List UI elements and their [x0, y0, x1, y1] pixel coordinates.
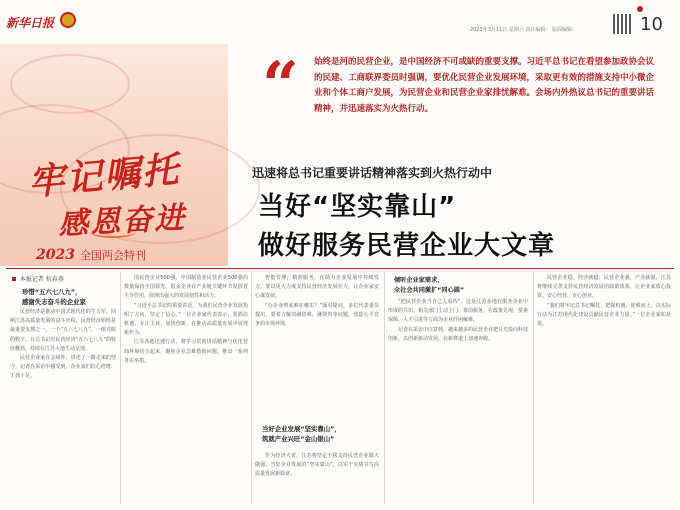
article-column-5: [537, 274, 671, 504]
subheading-3-line1: 倾听企业家需求，: [394, 277, 444, 284]
decorative-flourish: [90, 226, 136, 238]
subheading-2: [262, 424, 341, 444]
paragraph: 民营企业家在会场外，讲述了一路走来的坚守。记者在采访中感受到，企业家们信心倍增、干劲十足。: [10, 355, 116, 380]
subheading-3-line2: 全社会共同激扩“同心圆”: [394, 287, 465, 294]
article-kicker: 迅速将总书记重要讲话精神落实到火热行动中: [252, 166, 493, 180]
page-number: 10: [640, 14, 663, 35]
subheading-3: [394, 276, 464, 296]
article-column-3: [255, 274, 379, 420]
banner-calligraphy-line1: 牢记嘱托: [26, 148, 182, 204]
column-divider: [384, 272, 385, 504]
subheading-2-line1: 当好企业发展“坚实靠山”，: [262, 425, 341, 433]
paragraph: 国民营企业500强，中国制造业民营企业500强的数量保持全国领先，很多企业在产业链关键环节发挥着主导作用，展现出强大的发展韧性和活力。: [124, 275, 248, 300]
paragraph: 智能管理，精准服务，在助力企业发展中持续发力。要以更大力度支持民营经济发展壮大，让企业家安心谋发展。: [255, 275, 379, 300]
paragraph: “把民营企业当自己人看待”，这是江苏多地在服务企业中形成的共识。相关部门主动上门、靠前服务，在政策兑现、要素保障、人才引进等方面为企业纾困解难。: [388, 299, 528, 324]
article-column-1: [10, 308, 116, 504]
section-divider: [6, 268, 674, 269]
subheading-1-line2: 感谢失志奋斗的企业家: [22, 298, 86, 306]
paragraph: 作为经济大省，江苏将坚定不移支持民营企业做大做强，当好企业发展的“坚实靠山”，以实干实绩书写高质量发展新篇章。: [255, 453, 379, 478]
subheading-1: [22, 287, 86, 307]
paragraph: “习近平总书记的重要讲话，为我们民营企业发展指明了方向，坚定了信心。”一位企业家代表表示，要抓住机遇，专注主业，加快创新，在推动高质量发展中展现新作为。: [124, 302, 248, 337]
column-divider: [251, 272, 252, 504]
special-edition-label: [36, 244, 146, 263]
banner-calligraphy-line2: 感恩奋进: [57, 200, 188, 243]
masthead: 新华日报: [6, 16, 55, 30]
headline-line2: 做好服务民营企业大文章: [258, 231, 556, 261]
article-column-2: [124, 274, 248, 504]
paragraph: “我们将牢记总书记嘱托，把握机遇、迎难而上，以实际行动为江苏现代化建设贡献民营企业力量。”一位企业家如是说。: [537, 302, 671, 328]
page-marker-icon: [637, 6, 643, 12]
subheading-2-line2: 筑就产业兴旺“金山银山”: [262, 435, 335, 443]
paragraph: “办企业到底难在哪里？”面对提问，多位代表委员提出，要着力解决融资难、融资贵等问题，营造公平竞争的市场环境。: [255, 302, 379, 328]
emblem-icon: [60, 12, 76, 28]
headline-line1: 当好“坚实靠山”: [258, 192, 457, 222]
byline: [12, 274, 64, 283]
paragraph: 江苏各地迅速行动，将学习贯彻讲话精神与优化营商环境结合起来，聚焦企业急难愁盼问题，推出一系列务实举措。: [124, 339, 248, 364]
column-divider: [120, 272, 121, 504]
paragraph: 记者在采访中注意到，越来越多的民营企业把目光投向科技创新，以创新驱动发展，在新赛道上加速奔跑。: [388, 326, 528, 342]
byline-marker-icon: [12, 277, 16, 281]
decorative-swirl: [10, 54, 130, 114]
paragraph: 民营经济是推动中国式现代化的生力军。回顾江苏高质量发展的奋斗历程，民营经济始终是最重要支撑之一。一个“五六七八九”，一组亮眼的数字，让总书记对民营经济“五六七八九”的特征概括，持续在江苏大地生动呈现。: [10, 309, 116, 352]
header-info: 2023年3月11日 星期六 责任编辑： 版面编辑：: [470, 27, 578, 33]
column-divider: [533, 272, 534, 504]
special-year: 2023: [36, 247, 75, 263]
byline-text: 本报记者 杭春燕: [19, 276, 64, 283]
subheading-1-line1: 珍惜“五六七八九”，: [22, 288, 82, 296]
article-column-4: [388, 298, 528, 504]
article-column-3-lower: [255, 452, 379, 504]
special-banner: [0, 44, 228, 266]
lead-quote: 始终是河的民营企业，是中国经济不可或缺的重要支撑。习近平总书记在看望参加政协会议的民建、工商联界委员时强调，要优化民营企业发展环境，采取更有效的措施支持中小微企业和个体工商户发展，为民营企业和民营企业家排忧解难。会场内外热议总书记的重要讲话精神，并迅速落实为火热行动。: [314, 57, 655, 114]
qr-code-icon: [613, 14, 633, 34]
quote-mark-icon: “: [262, 48, 299, 123]
paragraph: 民营企业稳，经济就稳；民营企业强，产业就强。江苏将继续完善支持民营经济发展的政策体系，让企业家放心投资、安心经营、专心创业。: [537, 275, 671, 300]
special-title: 全国两会特刊: [80, 249, 147, 262]
